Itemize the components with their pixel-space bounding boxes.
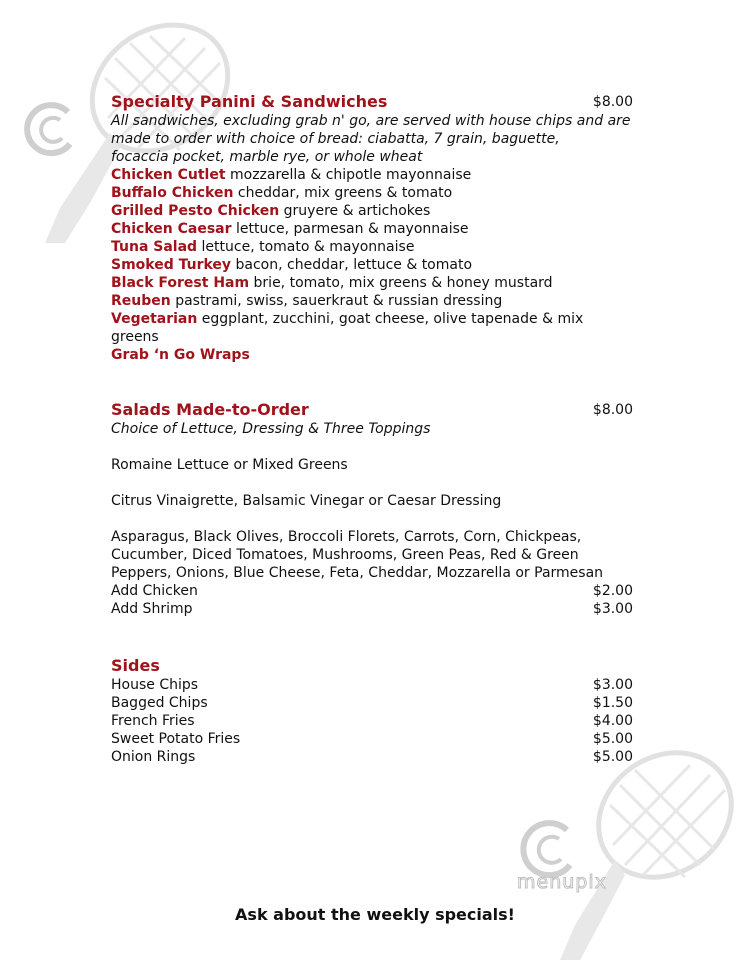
- item-description-continued: greens: [111, 329, 159, 345]
- sandwiches-heading: [111, 92, 633, 112]
- side-row: [111, 694, 633, 712]
- menu-item: [111, 256, 633, 274]
- menu-item: [111, 202, 633, 220]
- item-description: lettuce, tomato & mayonnaise: [201, 239, 415, 255]
- side-name: House Chips: [111, 677, 199, 693]
- menu-item: [111, 184, 633, 202]
- addon-row: [111, 582, 633, 600]
- sides-section: [111, 656, 633, 766]
- addon-row: [111, 600, 633, 618]
- menu-item: [111, 238, 633, 256]
- sandwiches-section: [111, 92, 633, 364]
- side-price: $5.00: [592, 731, 633, 747]
- item-name: Vegetarian: [111, 311, 198, 327]
- salads-price: $8.00: [592, 402, 633, 418]
- item-name: Grilled Pesto Chicken: [111, 203, 280, 219]
- item-name: Chicken Cutlet: [111, 167, 226, 183]
- item-name: Grab ‘n Go Wraps: [111, 347, 250, 363]
- menu-item: [111, 292, 633, 310]
- lettuce-choices: Romaine Lettuce or Mixed Greens: [111, 457, 348, 473]
- sides-title: Sides: [111, 656, 160, 675]
- item-description: pastrami, swiss, sauerkraut & russian dressing: [175, 293, 503, 309]
- side-price: $1.50: [592, 695, 633, 711]
- side-row: [111, 712, 633, 730]
- side-name: French Fries: [111, 713, 195, 729]
- item-description: mozzarella & chipotle mayonnaise: [229, 167, 472, 183]
- item-name: Chicken Caesar: [111, 221, 232, 237]
- addon-name: Add Shrimp: [111, 601, 193, 617]
- item-description: eggplant, zucchini, goat cheese, olive tapenade & mix: [201, 311, 584, 327]
- sides-heading: [111, 656, 633, 676]
- side-price: $3.00: [592, 677, 633, 693]
- side-name: Onion Rings: [111, 749, 196, 765]
- item-name: Reuben: [111, 293, 171, 309]
- menu-item: [111, 310, 633, 328]
- menupix-watermark: menupix: [517, 871, 607, 893]
- item-description: brie, tomato, mix greens & honey mustard: [253, 275, 553, 291]
- side-name: Bagged Chips: [111, 695, 208, 711]
- side-name: Sweet Potato Fries: [111, 731, 241, 747]
- sandwiches-description: All sandwiches, excluding grab n' go, are served with house chips and are made to order with choice of bread: ciabatta, 7 grain, baguette, focaccia pocket, marble rye, or whole wheat: [111, 113, 631, 165]
- side-row: [111, 730, 633, 748]
- dressing-choices: Citrus Vinaigrette, Balsamic Vinegar or Caesar Dressing: [111, 493, 502, 509]
- menu-item: [111, 274, 633, 292]
- item-description: bacon, cheddar, lettuce & tomato: [235, 257, 473, 273]
- club-logo-watermark-top: [20, 98, 82, 160]
- menu-item: [111, 346, 633, 364]
- menu-item: [111, 220, 633, 238]
- salads-heading: [111, 400, 633, 420]
- item-name: Buffalo Chicken: [111, 185, 234, 201]
- salads-section: [111, 400, 633, 618]
- addon-name: Add Chicken: [111, 583, 198, 599]
- addon-price: $3.00: [592, 601, 633, 617]
- side-price: $5.00: [592, 749, 633, 765]
- topping-choices: Asparagus, Black Olives, Broccoli Florets, Carrots, Corn, Chickpeas, Cucumber, Diced Tomatoes, Mushrooms, Green Peas, Red & Green Peppers, Onions, Blue Cheese, Feta, Cheddar, Mozzarella or Parmesan: [111, 529, 604, 581]
- salads-subtitle: Choice of Lettuce, Dressing & Three Toppings: [111, 421, 431, 437]
- sandwich-list: [111, 166, 633, 364]
- side-price: $4.00: [592, 713, 633, 729]
- weekly-specials-note: Ask about the weekly specials!: [235, 905, 515, 924]
- item-name: Black Forest Ham: [111, 275, 250, 291]
- side-row: [111, 748, 633, 766]
- item-name: Smoked Turkey: [111, 257, 232, 273]
- menu-item: [111, 166, 633, 184]
- item-description: gruyere & artichokes: [283, 203, 431, 219]
- addon-price: $2.00: [592, 583, 633, 599]
- salads-title: Salads Made-to-Order: [111, 400, 309, 419]
- item-description: lettuce, parmesan & mayonnaise: [235, 221, 469, 237]
- sandwiches-price: $8.00: [592, 94, 633, 110]
- item-description: cheddar, mix greens & tomato: [237, 185, 453, 201]
- item-name: Tuna Salad: [111, 239, 198, 255]
- side-row: [111, 676, 633, 694]
- sandwiches-title: Specialty Panini & Sandwiches: [111, 92, 388, 111]
